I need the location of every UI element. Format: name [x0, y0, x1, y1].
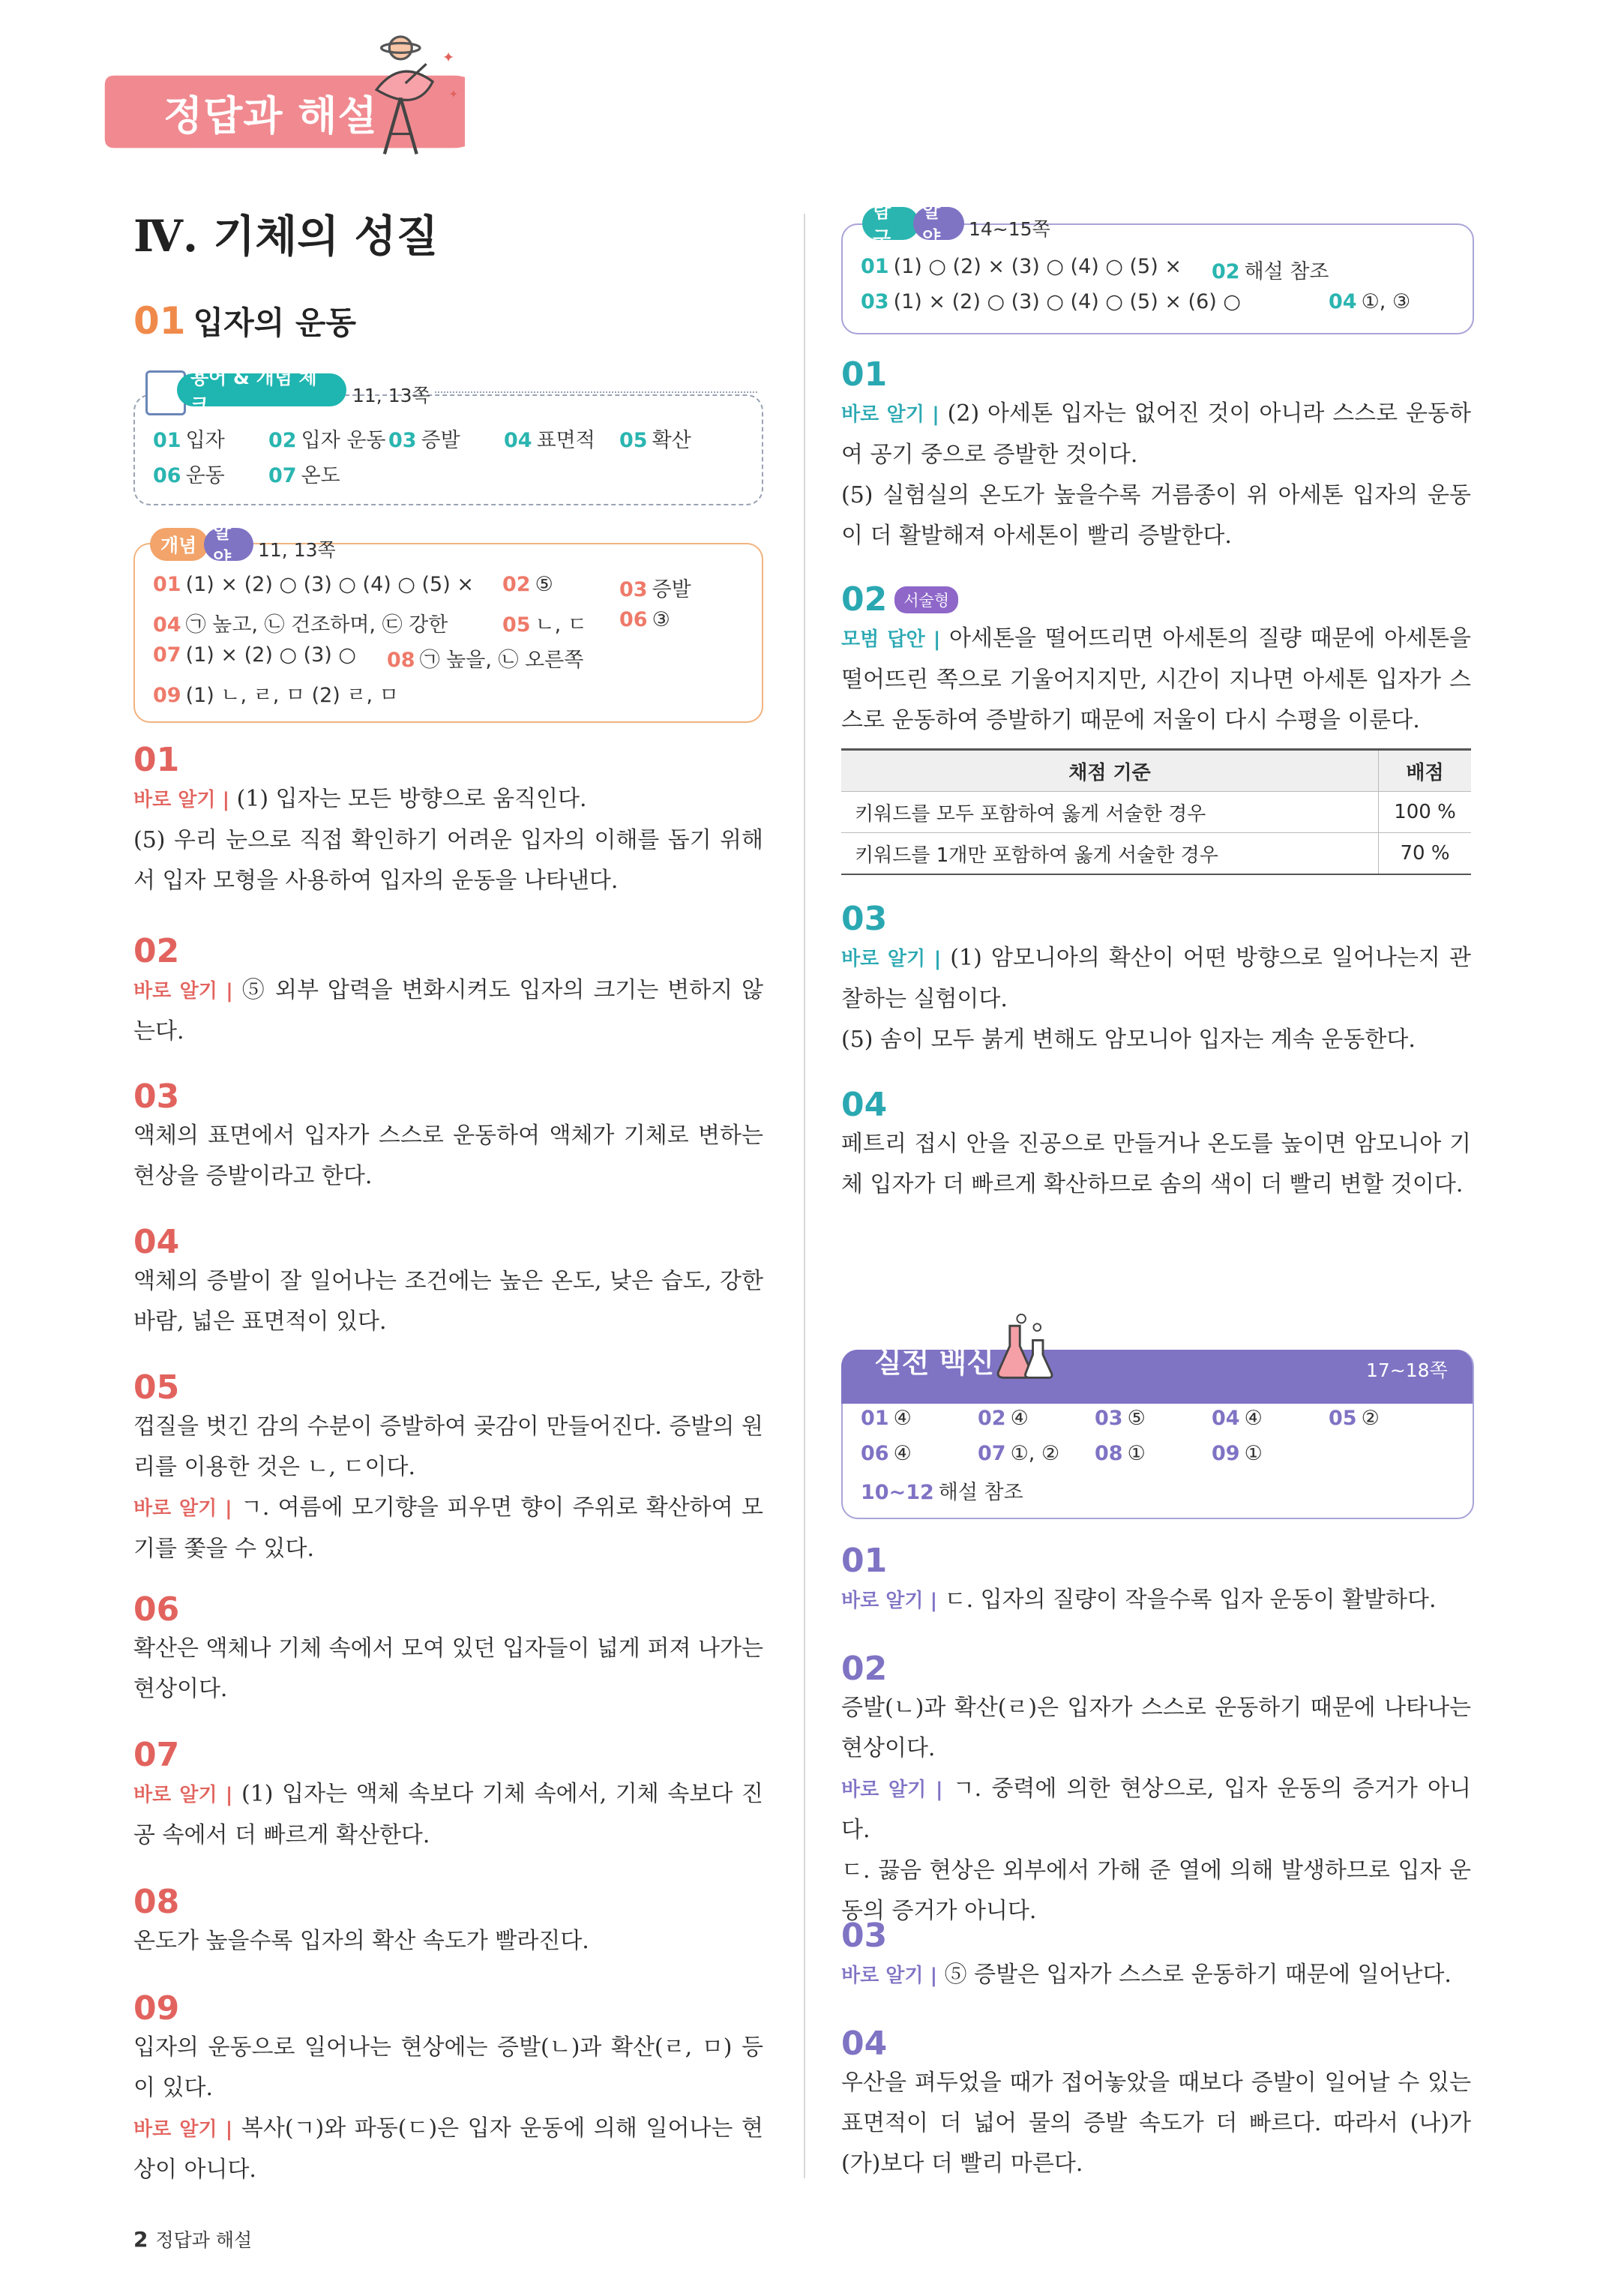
term-item: 04 표면적 — [504, 429, 595, 452]
question-block — [133, 1736, 763, 1883]
concept-item: 07 (1) × (2) ○ (3) ○ — [153, 643, 356, 667]
left-question-list — [133, 741, 763, 2190]
concept-item: 09 (1) ㄴ, ㄹ, ㅁ (2) ㄹ, ㅁ — [153, 684, 399, 707]
svg-text:✦: ✦ — [448, 87, 459, 101]
score-table — [841, 748, 1471, 875]
concept-tag-b: 알약 — [204, 528, 253, 561]
question-number: 01 — [841, 355, 888, 394]
vaccine-item: 01 ④ — [861, 1407, 912, 1430]
page-footer — [133, 2226, 252, 2253]
table-header: 배점 — [1379, 750, 1472, 792]
question-text: 페트리 접시 안을 진공으로 만들거나 온도를 높이면 암모니아 기체 입자가 더 빠르게 확산하므로 솜의 색이 더 빨리 변할 것이다. — [841, 1131, 1471, 1197]
vaccine-item: 08 ① — [1095, 1442, 1146, 1465]
table-cell: 키워드를 모두 포함하여 옳게 서술한 경우 — [841, 792, 1379, 833]
term-item: 01 입자 — [153, 429, 225, 452]
table-cell: 100 % — [1379, 792, 1472, 833]
concept-item: 01 (1) × (2) ○ (3) ○ (4) ○ (5) × — [153, 573, 474, 596]
inquiry-item: 02 해설 참조 — [1212, 260, 1329, 283]
question-text: 바로 알기 | ⑤ 증발은 입자가 스스로 운동하기 때문에 일어난다. — [841, 1962, 1452, 1988]
footer-label: 정답과 해설 — [155, 2229, 253, 2251]
term-item: 07 온도 — [268, 464, 340, 487]
flask-icon — [988, 1306, 1060, 1389]
question-block — [133, 932, 763, 1078]
inquiry-item: 01 (1) ○ (2) × (3) ○ (4) ○ (5) × — [861, 255, 1182, 278]
concept-tag-a: 개념 — [150, 528, 208, 561]
concept-item: 06 ③ — [619, 608, 670, 631]
question-block — [841, 1917, 1471, 1996]
question-block — [841, 2025, 1471, 2184]
question-block — [133, 1883, 763, 1989]
inquiry-tag-b: 알약 — [913, 207, 964, 240]
table-row — [841, 833, 1471, 875]
question-number: 09 — [133, 1989, 180, 2028]
question-number: 03 — [841, 900, 888, 938]
question-number: 07 — [133, 1736, 180, 1774]
question-block — [133, 1368, 763, 1590]
question-block — [841, 580, 1471, 741]
concept-pages: 11, 13쪽 — [258, 539, 336, 561]
table-row — [841, 792, 1471, 833]
question-text: 증발(ㄴ)과 확산(ㄹ)은 입자가 스스로 운동하기 때문에 나타나는 현상이다. 바로 알기 | ㄱ. 중력에 의한 현상으로, 입자 운동의 증거가 아니다. ㄷ. 끓음 현상은 외부에서 가해 준 열에 의해 발생하므로 입자 운동의 증거가 아니다. — [841, 1695, 1471, 1924]
inquiry-item: 04 ①, ③ — [1329, 290, 1411, 313]
term-item: 06 운동 — [153, 464, 225, 487]
table-header-row — [841, 750, 1471, 792]
term-item: 03 증발 — [388, 429, 460, 452]
descriptive-badge: 서술형 — [894, 586, 958, 613]
column-divider — [804, 214, 805, 2178]
question-block — [841, 900, 1471, 1060]
question-text: 액체의 표면에서 입자가 스스로 운동하여 액체가 기체로 변하는 현상을 증발이라고 한다. — [133, 1123, 763, 1189]
question-number: 08 — [133, 1883, 180, 1921]
question-number: 04 — [133, 1223, 180, 1261]
term-item: 05 확산 — [619, 429, 691, 452]
question-text: 확산은 액체나 기체 속에서 모여 있던 입자들이 넓게 퍼져 나가는 현상이다. — [133, 1635, 763, 1702]
question-block — [133, 1590, 763, 1736]
vaccine-item: 05 ② — [1329, 1407, 1380, 1430]
term-check-pages: 11, 13쪽 — [352, 385, 430, 406]
dotted-line — [435, 391, 757, 393]
section-title — [133, 298, 356, 343]
term-check-tag: 용어 & 개념 체크 — [177, 373, 346, 406]
question-text: 바로 알기 | ⑤ 외부 압력을 변화시켜도 입자의 크기는 변하지 않는다. — [133, 977, 763, 1045]
question-text: 입자의 운동으로 일어나는 현상에는 증발(ㄴ)과 확산(ㄹ, ㅁ) 등이 있다. 바로 알기 | 복사(ㄱ)와 파동(ㄷ)은 입자 운동에 의해 일어나는 현상이 아니다. — [133, 2034, 763, 2183]
question-number: 06 — [133, 1590, 180, 1629]
vaccine-item: 09 ① — [1212, 1442, 1263, 1465]
header-title: 정답과 해설 — [163, 92, 378, 139]
question-text: 바로 알기 | (2) 아세톤 입자는 없어진 것이 아니라 스스로 운동하여 공기 중으로 증발한 것이다. (5) 실험실의 온도가 높을수록 거름종이 위 아세톤 입자의 운동이 더 활발해져 아세톤이 빨리 증발한다. — [841, 400, 1471, 549]
question-block — [841, 1086, 1471, 1205]
term-item: 02 입자 운동 — [268, 429, 386, 452]
question-block — [133, 741, 763, 932]
question-text: 껍질을 벗긴 감의 수분이 증발하여 곶감이 만들어진다. 증발의 원리를 이용한 것은 ㄴ, ㄷ이다. 바로 알기 | ㄱ. 여름에 모기향을 피우면 향이 주위로 확산하여 모기를 쫓을 수 있다. — [133, 1413, 763, 1562]
question-text: 우산을 펴두었을 때가 접어놓았을 때보다 증발이 일어날 수 있는 표면적이 더 넓어 물의 증발 속도가 더 빠르다. 따라서 (나)가 (가)보다 더 빨리 마른다. — [841, 2070, 1471, 2177]
vaccine-item: 06 ④ — [861, 1442, 912, 1465]
question-block — [133, 1989, 763, 2190]
chapter-title: Ⅳ. 기체의 성질 — [133, 211, 439, 262]
question-number: 01 — [133, 741, 180, 779]
question-text: 바로 알기 | (1) 암모니아의 확산이 어떤 방향으로 일어나는지 관찰하는 실험이다. (5) 솜이 모두 붉게 변해도 암모니아 입자는 계속 운동한다. — [841, 945, 1471, 1053]
table-cell: 70 % — [1379, 833, 1472, 875]
practice-vaccine-title: 실전 백신 — [874, 1346, 995, 1379]
question-block — [133, 1223, 763, 1368]
question-number: 02 — [841, 1650, 888, 1688]
vaccine-item: 03 ⑤ — [1095, 1407, 1146, 1430]
question-text: 모범 답안 | 아세톤을 떨어뜨리면 아세톤의 질량 때문에 아세톤을 떨어뜨린 쪽으로 기울어지지만, 시간이 지나면 아세톤 입자가 스스로 운동하여 증발하기 때문에 저울이 다시 수평을 이룬다. — [841, 625, 1471, 733]
section-name: 입자의 운동 — [193, 304, 357, 341]
question-block — [841, 1542, 1471, 1621]
question-number: 03 — [841, 1917, 888, 1955]
table-header: 채점 기준 — [841, 750, 1379, 792]
question-number: 01 — [841, 1542, 888, 1580]
question-block — [841, 355, 1471, 556]
vaccine-item: 04 ④ — [1212, 1407, 1263, 1430]
question-block — [133, 1078, 763, 1223]
question-number: 03 — [133, 1078, 180, 1116]
question-number: 02 — [841, 580, 888, 619]
page-number: 2 — [133, 2227, 148, 2252]
question-number: 05 — [133, 1368, 180, 1407]
vaccine-item: 07 ①, ② — [978, 1442, 1060, 1465]
question-block — [841, 1650, 1471, 1932]
question-text: 액체의 증발이 잘 일어나는 조건에는 높은 온도, 낮은 습도, 강한 바람, 넓은 표면적이 있다. — [133, 1268, 763, 1335]
question-text: 바로 알기 | ㄷ. 입자의 질량이 작을수록 입자 운동이 활발하다. — [841, 1587, 1437, 1613]
question-number: 04 — [841, 2025, 888, 2063]
concept-item: 03 증발 — [619, 578, 691, 601]
concept-item: 02 ⑤ — [502, 573, 553, 596]
question-number: 04 — [841, 1086, 888, 1124]
section-number: 01 — [133, 299, 186, 343]
question-text: 바로 알기 | (1) 입자는 모든 방향으로 움직인다. (5) 우리 눈으로 직접 확인하기 어려운 입자의 이해를 돕기 위해 서 입자 모형을 사용하여 입자의 운동을 나타낸다. — [133, 786, 763, 894]
svg-text:✦: ✦ — [442, 49, 455, 67]
vaccine-item: 02 ④ — [978, 1407, 1029, 1430]
inquiry-tag-a: 탐구 — [862, 207, 919, 240]
inquiry-pages: 14~15쪽 — [969, 218, 1050, 240]
table-cell: 키워드를 1개만 포함하여 옳게 서술한 경우 — [841, 833, 1379, 875]
question-text: 온도가 높을수록 입자의 확산 속도가 빨라진다. — [133, 1928, 589, 1954]
vaccine-item: 10~12 해설 참조 — [861, 1481, 1023, 1504]
question-number: 02 — [133, 932, 180, 970]
practice-vaccine-pages: 17~18쪽 — [1366, 1359, 1448, 1381]
question-text: 바로 알기 | (1) 입자는 액체 속보다 기체 속에서, 기체 속보다 진공 속에서 더 빠르게 확산한다. — [133, 1781, 763, 1848]
concept-item: 08 ㉠ 높을, ㉡ 오른쪽 — [387, 649, 584, 672]
inquiry-item: 03 (1) × (2) ○ (3) ○ (4) ○ (5) × (6) ○ — [861, 290, 1241, 313]
concept-item: 05 ㄴ, ㄷ — [502, 613, 587, 637]
concept-item: 04 ㉠ 높고, ㉡ 건조하며, ㉢ 강한 — [153, 613, 448, 637]
